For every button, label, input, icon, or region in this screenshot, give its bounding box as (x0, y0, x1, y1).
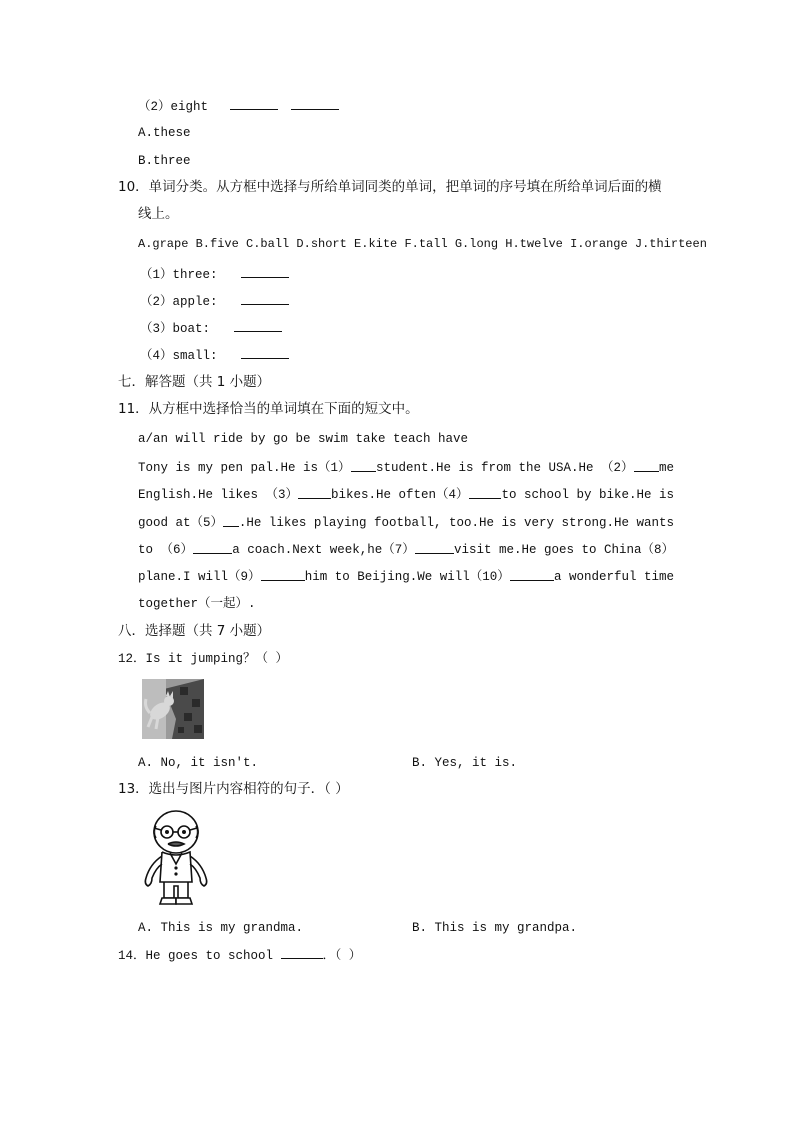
answer-blank[interactable] (281, 947, 323, 959)
answer-blank[interactable] (634, 460, 659, 472)
answer-blank[interactable] (415, 542, 454, 554)
passage-text: plane.I will（9） (138, 570, 261, 584)
section-heading-7: 七．解答题（共 1 小题） (118, 374, 271, 390)
q9-option-a: A.these (138, 126, 191, 140)
cat-jumping-image (142, 679, 204, 739)
q14-stem-text-end: ．（ ） (322, 949, 362, 963)
section-heading-8: 八．选择题（共 7 小题） (118, 623, 271, 639)
passage-text: to （6） (138, 543, 194, 557)
q10-item-label: （2）apple: (140, 295, 218, 309)
q12-stem: 12．Is it jumping？（ ） (118, 652, 289, 666)
answer-blank[interactable] (351, 460, 376, 472)
q9-option-b: B.three (138, 154, 191, 168)
answer-blank[interactable] (230, 98, 278, 110)
passage-text: me (658, 461, 674, 475)
passage-text: a coach.Next week,he（7） (232, 543, 415, 557)
passage-text: to school by bike.He is (501, 488, 674, 502)
q10-item-3 (140, 320, 282, 337)
passage-text: a wonderful time (553, 570, 674, 584)
passage-text: bikes.He often（4） (330, 488, 469, 502)
answer-blank[interactable] (241, 266, 289, 278)
q11-stem: 11．从方框中选择恰当的单词填在下面的短文中。 (118, 401, 419, 417)
passage-text: good at（5） (138, 516, 224, 530)
q10-word-choices: A.grape B.five C.ball D.short E.kite F.tall G.long H.twelve I.orange J.thirteen (138, 237, 707, 251)
q11-passage-line-2 (138, 487, 674, 503)
answer-blank[interactable] (261, 569, 305, 581)
q10-item-label: （3）boat: (140, 322, 211, 336)
q13-stem: 13．选出与图片内容相符的句子．（ ） (118, 781, 349, 797)
answer-blank[interactable] (193, 542, 232, 554)
q12-option-a: A. No, it isn't. (138, 756, 259, 770)
passage-text: English.He likes （3） (138, 488, 299, 502)
q11-word-box: a/an will ride by go be swim take teach have (138, 432, 469, 446)
q10-item-label: （1）three: (140, 268, 218, 282)
answer-blank[interactable] (298, 487, 331, 499)
q13-option-a: A. This is my grandma. (138, 921, 304, 935)
passage-text: visit me.He goes to China（8） (453, 543, 674, 557)
passage-text: him to Beijing.We will（10） (304, 570, 510, 584)
q9-item-2-label: （2）eight (138, 100, 209, 114)
q10-stem: 10．单词分类。从方框中选择与所给单词同类的单词，把单词的序号填在所给单词后面的横 (118, 179, 662, 195)
q10-item-1 (140, 266, 289, 283)
passage-text: student.He is from the USA.He （2） (375, 461, 634, 475)
passage-text: .He likes playing football, too.He is very strong.He wants (238, 516, 674, 530)
q11-passage-line-4 (138, 542, 674, 558)
q11-passage-line-5 (138, 569, 674, 585)
q12-option-b: B. Yes, it is. (412, 756, 518, 770)
q11-passage-line-3 (138, 515, 674, 531)
q11-passage-line-6: together（一起）. (138, 597, 256, 611)
answer-blank[interactable] (241, 293, 289, 305)
q14-stem-text: 14．He goes to school (118, 949, 281, 963)
answer-blank[interactable] (223, 515, 239, 527)
q10-stem-cont: 线上。 (138, 206, 179, 222)
answer-blank[interactable] (234, 320, 282, 332)
passage-text: Tony is my pen pal.He is（1） (138, 461, 351, 475)
q14-stem (118, 947, 361, 964)
q13-option-b: B. This is my grandpa. (412, 921, 578, 935)
q10-item-2 (140, 293, 289, 310)
q9-item-2 (138, 98, 339, 115)
q10-item-label: （4）small: (140, 349, 218, 363)
answer-blank[interactable] (291, 98, 339, 110)
answer-blank[interactable] (241, 347, 289, 359)
q11-passage-line-1 (138, 460, 674, 476)
q10-item-4 (140, 347, 289, 364)
answer-blank[interactable] (510, 569, 554, 581)
grandpa-image (140, 808, 212, 906)
answer-blank[interactable] (469, 487, 502, 499)
